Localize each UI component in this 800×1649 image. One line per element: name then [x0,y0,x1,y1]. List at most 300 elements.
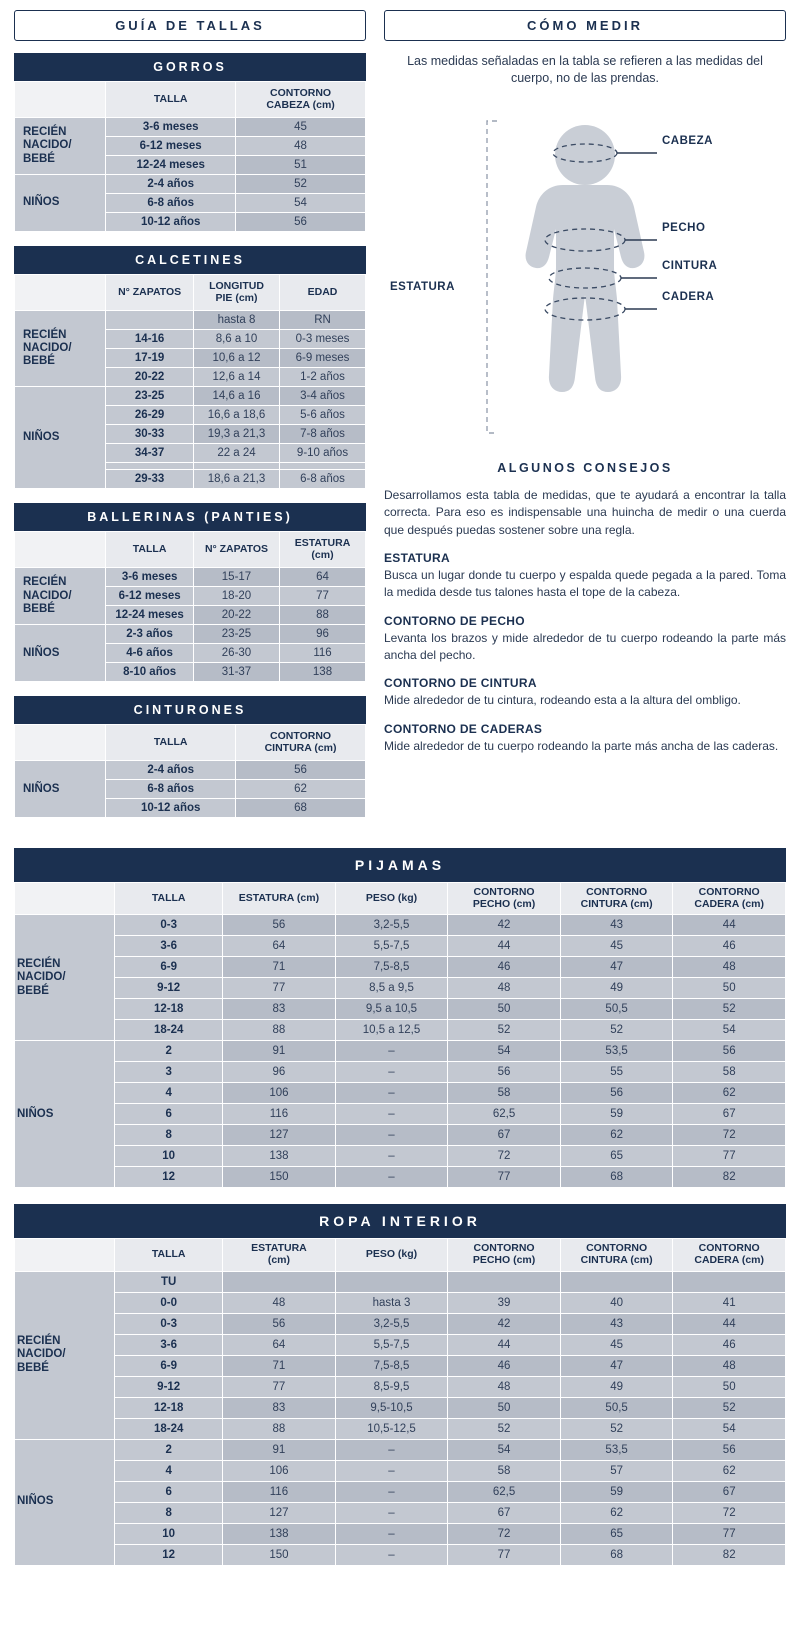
table-header-row [15,1239,786,1271]
measure-cell: 77 [448,1544,561,1565]
label-cadera: CADERA [662,290,715,303]
measure-cell: 67 [448,1502,561,1523]
measure-cell: 65 [560,1523,673,1544]
measure-cell: 46 [448,1355,561,1376]
table-row [15,1502,786,1523]
measure-cell: 83 [223,999,336,1020]
measure-cell: 50 [448,1397,561,1418]
row-group-label: RECIÉN NACIDO/ BEBÉ [15,1271,115,1439]
table-row [15,1439,786,1460]
row-group-label: NIÑOS [15,1041,115,1188]
measure-cell: 6-8 años [280,470,366,489]
measure-cell: 64 [280,568,366,587]
column-header [15,1239,115,1271]
measure-cell: 45 [236,118,366,137]
measure-cell: 71 [223,1355,336,1376]
table-row [15,1544,786,1565]
size-label-cell: 0-3 [115,915,223,936]
measure-cell: 68 [560,1544,673,1565]
measure-cell: 42 [448,915,561,936]
table-row [15,1041,786,1062]
measure-cell: 150 [223,1544,336,1565]
size-label-cell: 2-3 años [106,625,194,644]
size-label-cell: 6 [115,1481,223,1502]
page-title-how-to-measure: CÓMO MEDIR [384,10,786,41]
measure-cell: 56 [673,1439,786,1460]
table-row [15,568,366,587]
table-row [15,1292,786,1313]
measure-cell: 77 [673,1523,786,1544]
table-title: GORROS [14,53,366,81]
measure-cell: 72 [448,1146,561,1167]
table-row [15,1083,786,1104]
column-header: CONTORNO CINTURA (cm) [236,725,366,761]
left-column [14,10,366,832]
measure-cell: 91 [223,1041,336,1062]
size-label-cell: 34-37 [106,444,194,463]
table-row [15,1397,786,1418]
measure-cell: 127 [223,1502,336,1523]
measure-cell: 62 [673,1460,786,1481]
size-label-cell: 12-24 meses [106,156,236,175]
size-label-cell: 30-33 [106,425,194,444]
measure-cell: 49 [560,1376,673,1397]
measure-cell: 23-25 [194,625,280,644]
measure-cell: 1-2 años [280,368,366,387]
size-label-cell: 14-16 [106,330,194,349]
measure-cell: 54 [673,1020,786,1041]
measure-cell: RN [280,311,366,330]
measure-cell: 18-20 [194,587,280,606]
measure-cell: 53,5 [560,1439,673,1460]
size-label-cell: 12 [115,1167,223,1188]
measure-cell: 5,5-7,5 [335,1334,448,1355]
measure-cell: 50,5 [560,1397,673,1418]
size-label-cell: 2-4 años [106,761,236,780]
measure-cell: – [335,1104,448,1125]
column-header: CONTORNO PECHO (cm) [448,883,561,915]
measure-cell [560,1271,673,1292]
measure-cell: 62 [560,1125,673,1146]
size-label-cell: 6-9 [115,957,223,978]
size-label-cell: 12 [115,1544,223,1565]
table-header-row [15,725,366,761]
column-header: EDAD [280,275,366,311]
measure-cell: 106 [223,1083,336,1104]
measure-cell: 52 [236,175,366,194]
measure-cell: 22 a 24 [194,444,280,463]
measure-cell: 50 [673,1376,786,1397]
table-title: ROPA INTERIOR [14,1204,786,1238]
measure-cell: 48 [673,1355,786,1376]
column-header [15,883,115,915]
measure-cell: 9-10 años [280,444,366,463]
measure-cell: 15-17 [194,568,280,587]
measure-cell [280,463,366,470]
size-label-cell: 23-25 [106,387,194,406]
table-row [15,1062,786,1083]
size-label-cell: TU [115,1271,223,1292]
measure-cell: – [335,1502,448,1523]
measure-cell: 56 [236,213,366,232]
table-row [15,1334,786,1355]
body-measurement-figure [384,97,786,457]
table-header-row [15,883,786,915]
measure-cell: 44 [673,1313,786,1334]
measure-cell: 54 [448,1041,561,1062]
measure-cell: 8,5 a 9,5 [335,978,448,999]
measure-cell: 62 [673,1083,786,1104]
column-header: ESTATURA (cm) [223,1239,336,1271]
size-table [14,882,786,1188]
measure-cell: 52 [448,1418,561,1439]
measure-cell: 46 [673,1334,786,1355]
measure-cell: 116 [223,1104,336,1125]
measure-cell: 43 [560,1313,673,1334]
measure-cell: 48 [673,957,786,978]
size-label-cell: 3-6 meses [106,568,194,587]
measure-cell: 9,5-10,5 [335,1397,448,1418]
measure-cell: 96 [223,1062,336,1083]
size-label-cell: 3 [115,1062,223,1083]
measure-cell: 72 [673,1502,786,1523]
measure-cell: 53,5 [560,1041,673,1062]
column-header: LONGITUD PIE (cm) [194,275,280,311]
measure-cell: 138 [280,663,366,682]
column-header [15,532,106,568]
measure-cell: 138 [223,1523,336,1544]
measure-cell: 62 [560,1502,673,1523]
row-group-label: NIÑOS [15,1439,115,1565]
table-section [14,503,366,682]
measure-cell: 18,6 a 21,3 [194,470,280,489]
table-row [15,1020,786,1041]
column-header: TALLA [106,532,194,568]
measure-cell: 47 [560,1355,673,1376]
advice-body: Busca un lugar donde tu cuerpo y espalda quede pegada a la pared. Toma la medida desde tus talones hasta el tope de la cabeza. [384,567,786,600]
measure-cell: 41 [673,1292,786,1313]
measure-cell: 83 [223,1397,336,1418]
measure-cell: 72 [448,1523,561,1544]
size-label-cell: 20-22 [106,368,194,387]
measure-cell [335,1271,448,1292]
size-label-cell: 12-18 [115,999,223,1020]
measure-cell: 55 [560,1062,673,1083]
column-header [15,82,106,118]
measure-cell: 50 [673,978,786,999]
size-label-cell: 4 [115,1083,223,1104]
table-row [15,1104,786,1125]
measure-cell: 10,5 a 12,5 [335,1020,448,1041]
column-header: N° ZAPATOS [106,275,194,311]
column-header [15,725,106,761]
size-table [14,724,366,818]
measure-cell: 47 [560,957,673,978]
column-header: ESTATURA (cm) [223,883,336,915]
advice-section [384,487,786,756]
table-row [15,1355,786,1376]
measure-cell: 62,5 [448,1104,561,1125]
measure-cell: 16,6 a 18,6 [194,406,280,425]
measure-cell: 3,2-5,5 [335,915,448,936]
measure-cell: 77 [673,1146,786,1167]
size-label-cell: 26-29 [106,406,194,425]
advice-heading: ESTATURA [384,550,450,565]
table-section [14,53,366,232]
size-label-cell: 18-24 [115,1020,223,1041]
measure-cell: 48 [236,137,366,156]
measure-cell: 48 [223,1292,336,1313]
measure-cell: 67 [448,1125,561,1146]
column-header: TALLA [106,82,236,118]
measure-cell: 44 [448,936,561,957]
measure-cell: 26-30 [194,644,280,663]
measure-cell: 56 [560,1083,673,1104]
measure-cell: 50,5 [560,999,673,1020]
size-label-cell [106,463,194,470]
column-header: CONTORNO CABEZA (cm) [236,82,366,118]
table-row [15,915,786,936]
table-header-row [15,82,366,118]
measure-cell [223,1271,336,1292]
measure-cell: 91 [223,1439,336,1460]
table-row [15,1167,786,1188]
measure-intro-text: Las medidas señaladas en la tabla se refieren a las medidas del cuerpo, no de las prendas. [407,54,763,85]
column-header: CONTORNO CINTURA (cm) [560,1239,673,1271]
size-label-cell: 0-0 [115,1292,223,1313]
size-table [14,274,366,489]
measure-cell: 96 [280,625,366,644]
table-row [15,311,366,330]
table-row [15,999,786,1020]
table-title: CINTURONES [14,696,366,724]
measure-cell: 8,6 a 10 [194,330,280,349]
table-row [15,175,366,194]
size-label-cell: 8-10 años [106,663,194,682]
table-row [15,936,786,957]
measure-cell: 54 [448,1439,561,1460]
measure-cell: 56 [223,1313,336,1334]
measure-cell: 8,5-9,5 [335,1376,448,1397]
row-group-label: NIÑOS [15,625,106,682]
size-table [14,1238,786,1565]
size-label-cell: 10-12 años [106,213,236,232]
measure-cell: 49 [560,978,673,999]
table-row [15,118,366,137]
measure-cell: 31-37 [194,663,280,682]
column-header: TALLA [115,883,223,915]
measure-cell: 14,6 a 16 [194,387,280,406]
size-label-cell: 9-12 [115,1376,223,1397]
measure-cell: 52 [673,1397,786,1418]
measure-cell: 3-4 años [280,387,366,406]
table-row [15,957,786,978]
measure-cell: 43 [560,915,673,936]
size-label-cell: 6-8 años [106,194,236,213]
table-header-row [15,532,366,568]
table-row [15,625,366,644]
measure-cell: 7,5-8,5 [335,957,448,978]
table-row [15,1376,786,1397]
column-header [15,275,106,311]
child-silhouette-diagram [384,97,786,457]
measure-cell: – [335,1544,448,1565]
size-label-cell: 2 [115,1041,223,1062]
column-header: CONTORNO PECHO (cm) [448,1239,561,1271]
table-title: CALCETINES [14,246,366,274]
measure-cell: 7,5-8,5 [335,1355,448,1376]
table-title: PIJAMAS [14,848,786,882]
size-label-cell: 17-19 [106,349,194,368]
measure-cell: 72 [673,1125,786,1146]
measure-cell [673,1271,786,1292]
measure-cell: 64 [223,936,336,957]
page-title-size-guide: GUÍA DE TALLAS [14,10,366,41]
measure-cell: 138 [223,1146,336,1167]
size-label-cell: 0-3 [115,1313,223,1334]
table-row [15,1313,786,1334]
measure-cell: 45 [560,936,673,957]
measure-cell: – [335,1523,448,1544]
size-label-cell: 12-18 [115,1397,223,1418]
table-section [14,848,786,1188]
size-table [14,531,366,682]
measure-cell: 44 [673,915,786,936]
advice-body: Levanta los brazos y mide alrededor de tu cuerpo rodeando la parte más ancha del pecho. [384,630,786,663]
measure-cell: 71 [223,957,336,978]
row-group-label: NIÑOS [15,387,106,489]
measure-cell: 116 [223,1481,336,1502]
measure-cell: 10,6 a 12 [194,349,280,368]
size-label-cell: 2-4 años [106,175,236,194]
measure-cell: 9,5 a 10,5 [335,999,448,1020]
table-title: BALLERINAS (PANTIES) [14,503,366,531]
measure-cell: 52 [560,1020,673,1041]
measure-cell: 0-3 meses [280,330,366,349]
measure-cell: – [335,1460,448,1481]
column-header: ESTATURA (cm) [280,532,366,568]
measure-cell: 67 [673,1481,786,1502]
measure-cell: 116 [280,644,366,663]
measure-cell [448,1271,561,1292]
size-label-cell: 6-8 años [106,780,236,799]
measure-cell: 7-8 años [280,425,366,444]
measure-cell: 56 [236,761,366,780]
measure-cell: 44 [448,1334,561,1355]
row-group-label: RECIÉN NACIDO/ BEBÉ [15,915,115,1041]
column-header: N° ZAPATOS [194,532,280,568]
measure-cell: 57 [560,1460,673,1481]
measure-cell: 51 [236,156,366,175]
table-row [15,1418,786,1439]
label-estatura: ESTATURA [390,280,455,293]
advice-heading: CONTORNO DE CADERAS [384,721,543,736]
measure-cell: 68 [560,1167,673,1188]
advice-body: Mide alrededor de tu cintura, rodeando esta a la altura del ombligo. [384,693,741,708]
measure-cell: 127 [223,1125,336,1146]
measure-cell: 67 [673,1104,786,1125]
table-row [15,1481,786,1502]
measure-cell: 88 [223,1020,336,1041]
table-row [15,1523,786,1544]
row-group-label: RECIÉN NACIDO/ BEBÉ [15,311,106,387]
row-group-label: RECIÉN NACIDO/ BEBÉ [15,118,106,175]
measure-cell: 54 [673,1418,786,1439]
row-group-label: RECIÉN NACIDO/ BEBÉ [15,568,106,625]
size-label-cell [106,311,194,330]
column-header: TALLA [106,725,236,761]
size-label-cell: 3-6 meses [106,118,236,137]
top-columns [14,10,786,832]
column-header: PESO (kg) [335,1239,448,1271]
measure-cell: – [335,1125,448,1146]
measure-cell: 59 [560,1104,673,1125]
measure-cell: hasta 8 [194,311,280,330]
size-table [14,81,366,232]
measure-cell: 77 [223,1376,336,1397]
measure-cell: 19,3 a 21,3 [194,425,280,444]
measure-cell: 39 [448,1292,561,1313]
measure-cell: 56 [448,1062,561,1083]
measure-cell: 65 [560,1146,673,1167]
measure-cell: 56 [673,1041,786,1062]
measure-cell: 59 [560,1481,673,1502]
measure-cell: 82 [673,1167,786,1188]
wide-tables-container [14,848,786,1565]
measure-cell: 106 [223,1460,336,1481]
table-section [14,696,366,818]
measure-cell: 46 [448,957,561,978]
table-header-row [15,275,366,311]
measure-cell: hasta 3 [335,1292,448,1313]
size-label-cell: 18-24 [115,1418,223,1439]
advice-heading: CONTORNO DE CINTURA [384,676,537,691]
size-label-cell: 4-6 años [106,644,194,663]
size-label-cell: 8 [115,1502,223,1523]
measure-cell: 58 [448,1083,561,1104]
measure-cell: 5,5-7,5 [335,936,448,957]
measure-cell: – [335,1083,448,1104]
table-row [15,1125,786,1146]
right-column [384,10,786,832]
measure-cell: – [335,1439,448,1460]
advice-heading: CONTORNO DE PECHO [384,613,525,628]
column-header: CONTORNO CADERA (cm) [673,883,786,915]
measure-cell: 48 [448,978,561,999]
table-section [14,1204,786,1565]
measure-cell: – [335,1062,448,1083]
label-pecho: PECHO [662,221,706,234]
measure-cell: 10,5-12,5 [335,1418,448,1439]
measure-cell: 5-6 años [280,406,366,425]
measure-cell: 68 [236,799,366,818]
size-label-cell: 29-33 [106,470,194,489]
table-section [14,246,366,489]
size-label-cell: 3-6 [115,936,223,957]
measure-cell: 82 [673,1544,786,1565]
measure-cell: 3,2-5,5 [335,1313,448,1334]
measure-cell [194,463,280,470]
advice-title: ALGUNOS CONSEJOS [497,460,673,475]
column-header: CONTORNO CADERA (cm) [673,1239,786,1271]
table-row [15,978,786,999]
table-row [15,1146,786,1167]
measure-cell: 46 [673,936,786,957]
measure-cell: 40 [560,1292,673,1313]
label-cabeza: CABEZA [662,134,713,147]
measure-cell: – [335,1481,448,1502]
measure-cell: 77 [223,978,336,999]
